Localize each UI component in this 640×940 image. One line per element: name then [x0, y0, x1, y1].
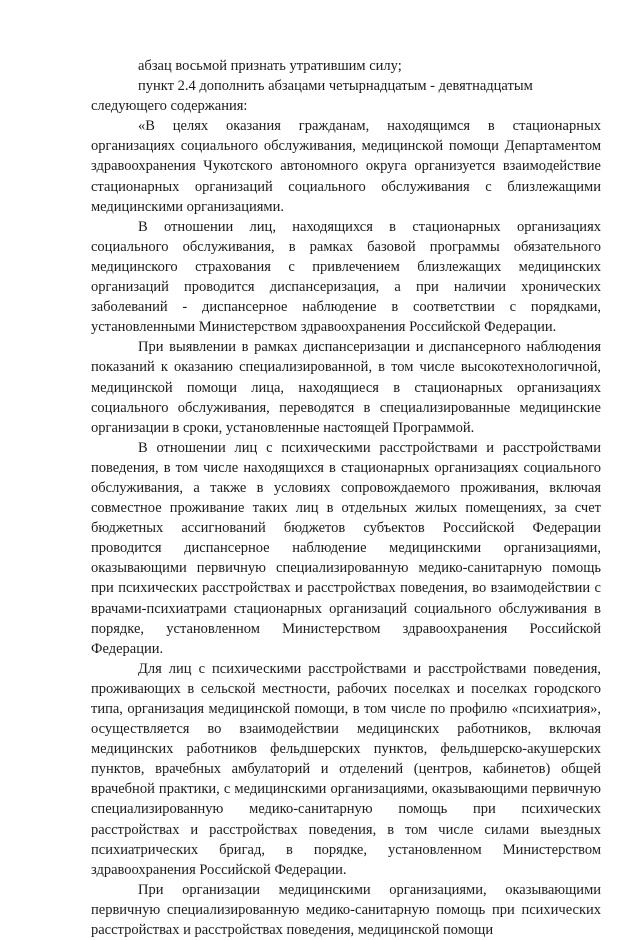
document-page — [91, 56, 601, 940]
paragraph-6: В отношении лиц с психическими расстройствами и расстройствами поведения, в том числе находящихся в стационарных организациях социального обслуживания, а также в условиях сопровождаемого проживания, включая совместное проживание таких лиц в отдельных жилых помещениях, за счет бюджетных ассигнований бюджетов субъектов Российской Федерации проводится диспансерное наблюдение медицинскими организациями, оказывающими первичную специализированную медико-санитарную помощь при психических расстройствах и расстройствах поведения, во взаимодействии с врачами-психиатрами стационарных организаций социального обслуживания в порядке, установленном Министерством здравоохранения Российской Федерации. — [91, 439, 601, 657]
paragraph-5: При выявлении в рамках диспансеризации и диспансерного наблюдения показаний к оказанию специализированной, в том числе высокотехнологичной, медицинской помощи лица, находящиеся в стационарных организациях социального обслуживания, переводятся в специализированные медицинские организации в сроки, установленные настоящей Программой. — [91, 339, 601, 436]
paragraph-1: абзац восьмой признать утратившим силу; — [138, 58, 402, 74]
paragraph-3: «В целях оказания гражданам, находящимся в стационарных организациях социального обслуживания, медицинской помощи Департаментом здравоохранения Чукотского автономного округа организуется взаимодействие стационарных организаций социального обслуживания с близлежащими медицинскими организациями. — [91, 118, 601, 215]
paragraph-4: В отношении лиц, находящихся в стационарных организациях социального обслуживания, в рамках базовой программы обязательного медицинского страхования с привлечением близлежащих медицинских организаций проводится диспансеризация, а при наличии хронических заболеваний - диспансерное наблюдение в соответствии с порядками, установленными Министерством здравоохранения Российской Федерации. — [91, 218, 601, 336]
paragraph-8: При организации медицинскими организациями, оказывающими первичную специализированную медико-санитарную помощь при психических расстройствах и расстройствах поведения, медицинской помощи — [91, 881, 601, 939]
paragraph-7: Для лиц с психическими расстройствами и расстройствами поведения, проживающих в сельской местности, рабочих поселках и поселках городского типа, организация медицинской помощи, в том числе по профилю «психиатрия», осуществляется во взаимодействии медицинских работников, включая медицинских работников фельдшерских пунктов, фельдшерско-акушерских пунктов, врачебных амбулаторий и отделений (центров, кабинетов) общей врачебной практики, с медицинскими организациями, оказывающими первичную специализированную медико-санитарную помощь при психических расстройствах и расстройствах поведения, в том числе силами выездных психиатрических бригад, в порядке, установленном Министерством здравоохранения Российской Федерации. — [91, 660, 601, 878]
paragraph-2: пункт 2.4 дополнить абзацами четырнадцатым - девятнадцатым следующего содержания: — [91, 78, 533, 115]
